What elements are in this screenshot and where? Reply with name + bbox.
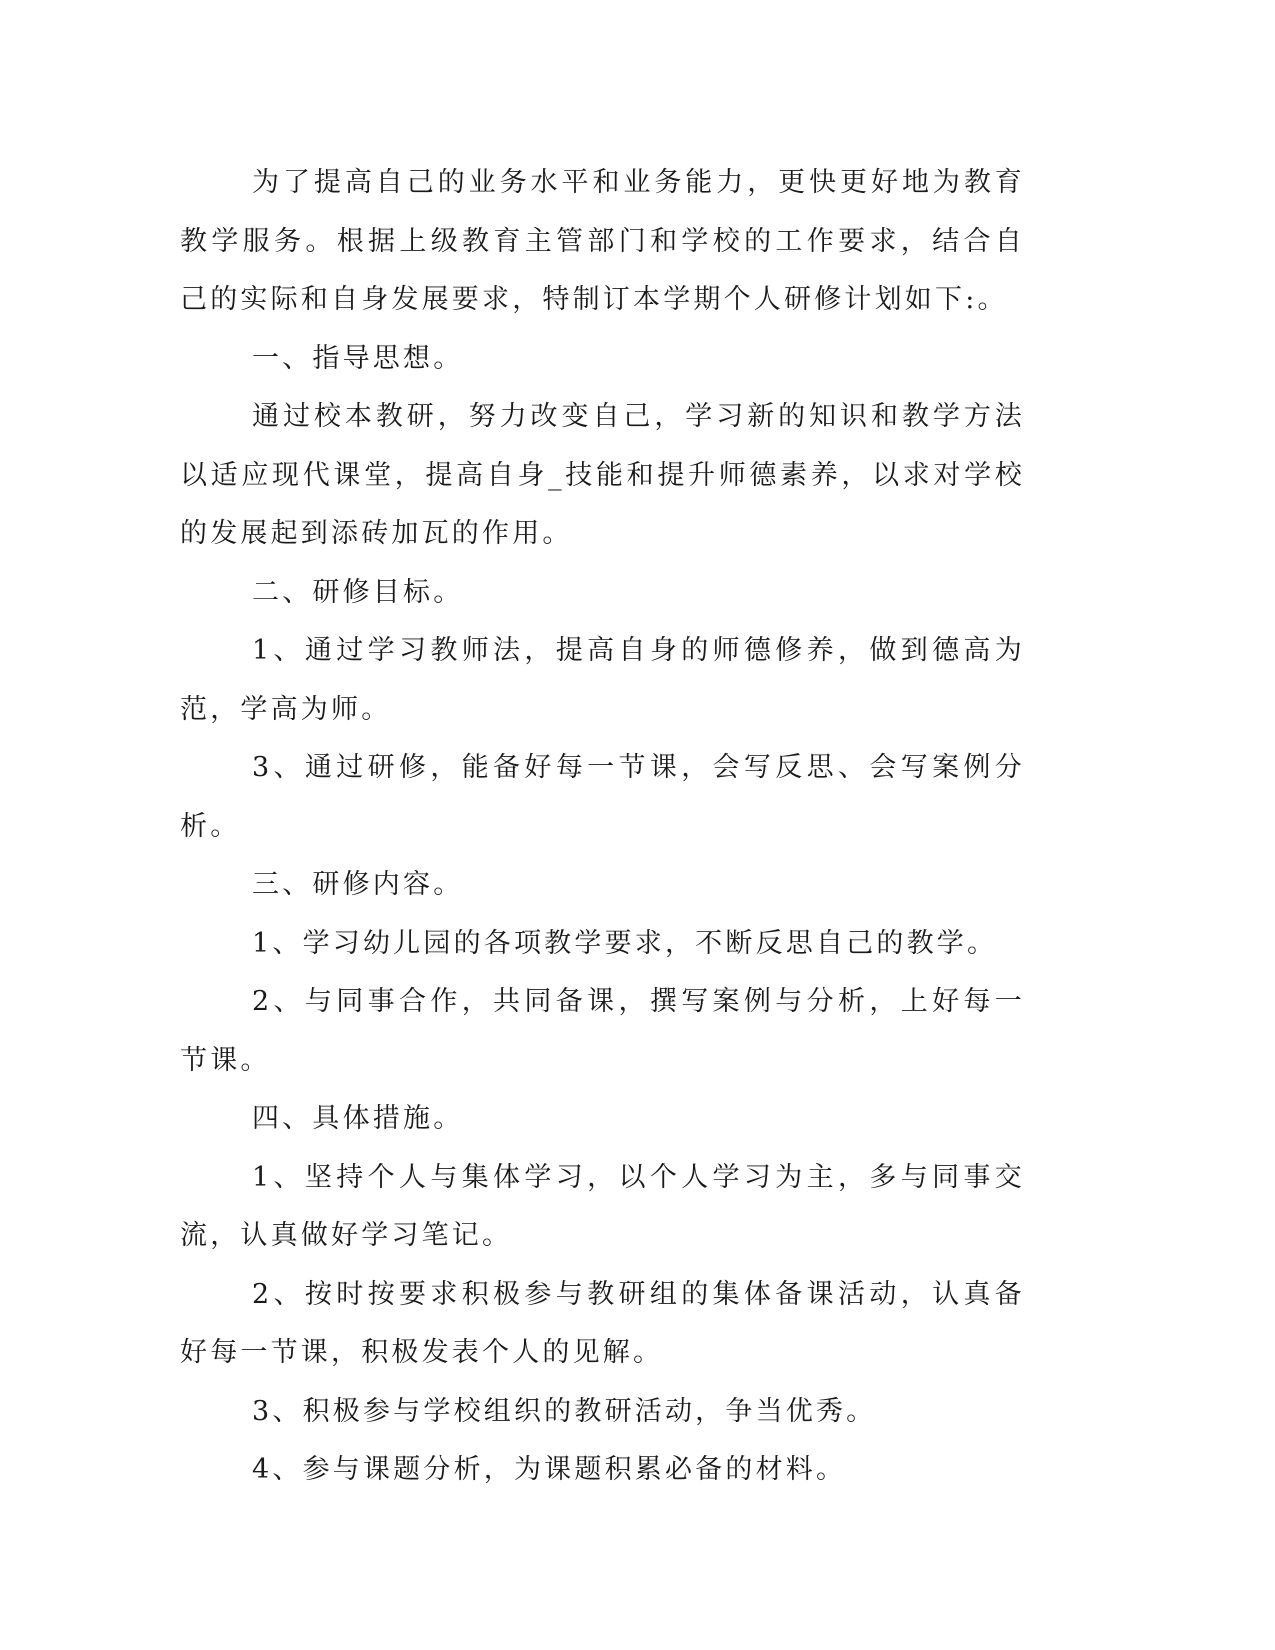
measure-item: 1、坚持个人与集体学习，以个人学习为主，多与同事交流，认真做好学习笔记。 <box>180 1161 1025 1251</box>
section-heading-measures: 四、具体措施。 <box>252 1103 464 1134</box>
measure-item: 3、积极参与学校组织的教研活动，争当优秀。 <box>252 1395 877 1427</box>
measure-item: 2、按时按要求积极参与教研组的集体备课活动，认真备好每一节课，积极发表个人的见解。 <box>180 1278 1025 1368</box>
section-heading-guiding-thought: 一、指导思想。 <box>252 342 464 374</box>
document-page <box>180 154 1025 1500</box>
study-content-item: 2、与同事合作，共同备课，撰写案例与分析，上好每一节课。 <box>180 986 1025 1076</box>
study-goal-item: 1、通过学习教师法，提高自身的师德修养，做到德高为范，学高为师。 <box>180 635 1025 725</box>
section-heading-study-goals: 二、研修目标。 <box>252 576 464 608</box>
intro-paragraph: 为了提高自己的业务水平和业务能力，更快更好地为教育教学服务。根据上级教育主管部门和学校的工作要求，结合自己的实际和自身发展要求，特制订本学期个人研修计划如下:。 <box>180 167 1025 315</box>
guiding-thought-paragraph: 通过校本教研，努力改变自己，学习新的知识和教学方法以适应现代课堂，提高自身_技能和提升师德素养，以求对学校的发展起到添砖加瓦的作用。 <box>180 401 1025 549</box>
measure-item: 4、参与课题分析，为课题积累必备的材料。 <box>252 1454 847 1485</box>
study-goal-item: 3、通过研修，能备好每一节课，会写反思、会写案例分析。 <box>180 752 1025 842</box>
study-content-item: 1、学习幼儿园的各项教学要求，不断反思自己的教学。 <box>252 927 998 959</box>
section-heading-study-content: 三、研修内容。 <box>252 869 464 900</box>
